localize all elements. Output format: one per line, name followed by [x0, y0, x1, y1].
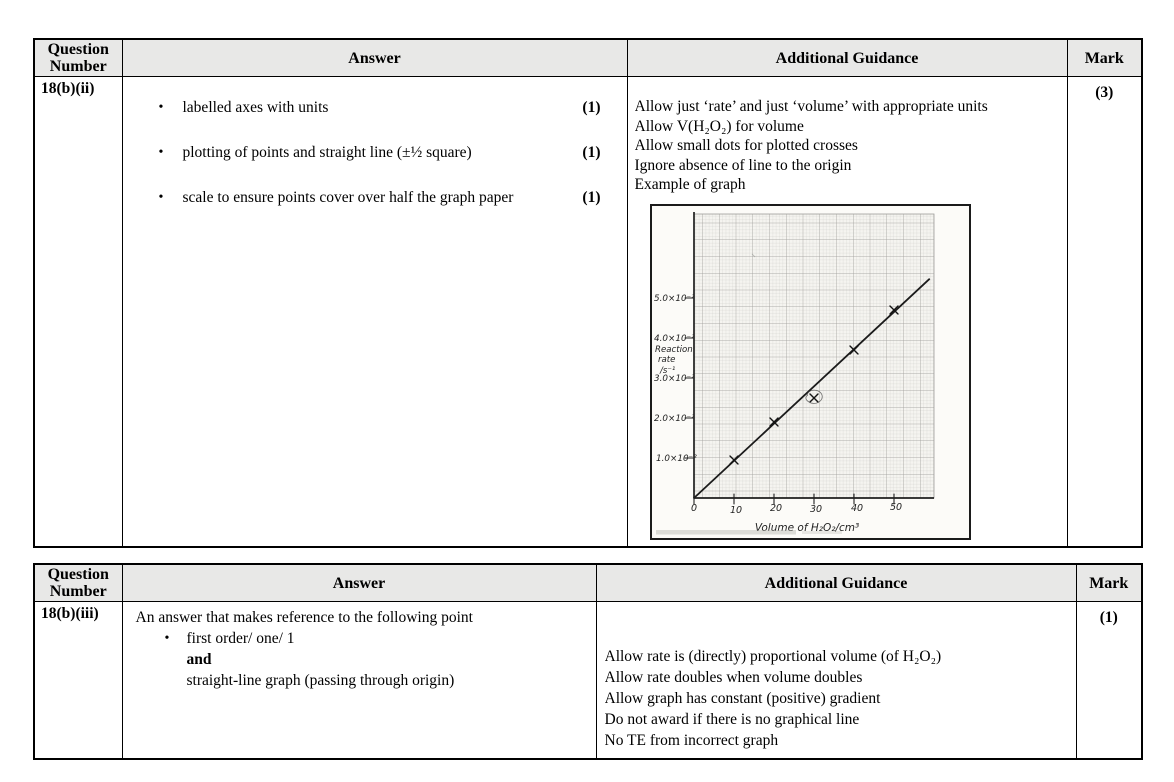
scan-smudge — [802, 531, 842, 534]
additional-guidance-cell — [627, 77, 1067, 547]
mark-scheme-table-18biii — [33, 563, 1143, 760]
answer-continuation: straight-line graph (passing through origin) — [186, 672, 455, 689]
guidance-line: Example of graph — [634, 176, 746, 193]
bullet-mark: (1) — [582, 189, 601, 206]
col-header-mark: Mark — [1076, 564, 1142, 602]
col-header-question-number: Question Number — [34, 564, 122, 602]
answer-bullet-text: first order/ one/ 1 — [186, 630, 295, 647]
mark-cell — [1067, 77, 1142, 547]
mark-scheme-table-18bii — [33, 38, 1143, 548]
scan-smudge — [656, 530, 796, 535]
y-axis-label: Reaction — [654, 344, 693, 355]
bullet-icon: • — [158, 145, 164, 160]
guidance-line: Ignore absence of line to the origin — [634, 156, 852, 174]
col-header-mark: Mark — [1067, 39, 1142, 77]
col-header-answer: Answer — [122, 564, 596, 602]
body-row — [34, 602, 1142, 759]
x-tick-label: 10 — [729, 504, 742, 516]
answer-bullet-text: scale to ensure points cover over half the graph paper — [182, 189, 514, 206]
answer-bullet — [159, 143, 601, 162]
y-tick-label: 4.0×10⁻² — [653, 333, 695, 344]
example-graph — [652, 206, 969, 538]
col-header-question-number: Question Number — [34, 39, 122, 77]
y-tick-label: 1.0×10⁻² — [655, 453, 697, 464]
col-header-answer: Answer — [122, 39, 627, 77]
col-header-additional-guidance: Additional Guidance — [596, 564, 1076, 602]
col-header-additional-guidance: Additional Guidance — [627, 39, 1067, 77]
mark-value: (3) — [1095, 84, 1114, 101]
answer-bullet — [165, 628, 592, 649]
mark-cell — [1076, 602, 1142, 759]
y-tick-label: 5.0×10⁻² — [653, 293, 695, 304]
answer-bullet — [159, 188, 601, 207]
guidance-line: No TE from incorrect graph — [604, 731, 779, 749]
answer-cell — [122, 602, 596, 759]
answer-cell — [122, 77, 627, 547]
x-tick-label: 0 — [690, 502, 697, 514]
question-number: 18(b)(iii) — [41, 605, 99, 622]
y-axis-label: /s⁻¹ — [659, 365, 675, 376]
bullet-icon: • — [158, 190, 164, 205]
guidance-line: Allow rate doubles when volume doubles — [604, 668, 863, 686]
guidance-line: Allow rate is (directly) proportional volume (of H₂O₂) — [604, 647, 942, 665]
guidance-line: Allow graph has constant (positive) gradient — [604, 689, 881, 707]
x-tick-label: 20 — [769, 502, 782, 514]
bullet-mark: (1) — [582, 144, 601, 161]
guidance-line: Allow small dots for plotted crosses — [634, 137, 858, 154]
x-tick-label: 50 — [889, 501, 902, 513]
answer-bullet-text: plotting of points and straight line (±½ square) — [182, 144, 472, 161]
answer-intro: An answer that makes reference to the following point — [135, 609, 473, 626]
example-graph-image — [650, 204, 971, 540]
question-number-cell — [34, 602, 122, 759]
header-row — [34, 39, 1142, 77]
guidance-line: Allow V(H₂O₂) for volume — [634, 117, 804, 135]
x-tick-label: 30 — [809, 503, 822, 515]
guidance-line: Allow just ‘rate’ and just ‘volume’ with appropriate units — [634, 98, 988, 115]
bullet-icon: • — [158, 100, 164, 115]
answer-bullet-text: labelled axes with units — [182, 99, 329, 116]
y-axis-label: rate — [657, 354, 675, 365]
question-number: 18(b)(ii) — [41, 80, 95, 97]
bullet-mark: (1) — [582, 99, 601, 116]
additional-guidance-cell — [596, 602, 1076, 759]
y-tick-label: 2.0×10⁻² — [653, 413, 695, 424]
x-axis-label: Volume of H₂O₂/cm³ — [754, 521, 859, 534]
body-row — [34, 77, 1142, 547]
x-tick-label: 40 — [850, 502, 863, 514]
guidance-line: Do not award if there is no graphical line — [604, 710, 860, 728]
header-row — [34, 564, 1142, 602]
answer-bullet — [159, 98, 601, 117]
bullet-icon: • — [164, 631, 170, 646]
mark-value: (1) — [1099, 609, 1118, 626]
answer-and: and — [186, 651, 212, 668]
question-number-cell — [34, 77, 122, 547]
y-tick-label: 3.0×10⁻² — [653, 373, 695, 384]
